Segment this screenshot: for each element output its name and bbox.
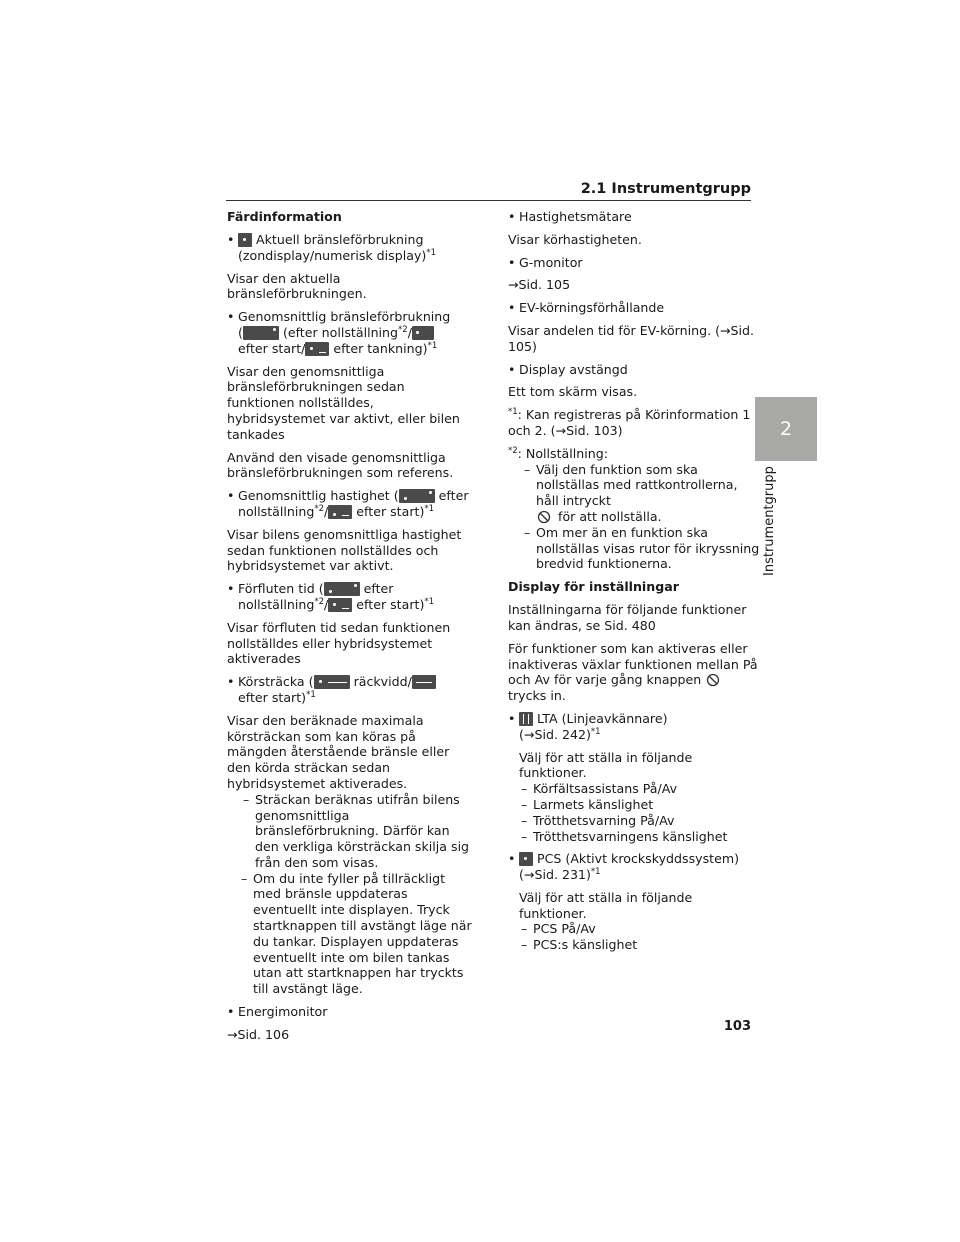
list-item-display-off: • Display avstängd [508,362,763,378]
lta-description: Välj för att ställa in följande funktioner. – Körfältsassistans På/Av – Larmets känslighet – Trötthetsvarning På/Av – Trötthetsvarningens känslighet [519,750,763,845]
paragraph: Visar den aktuella bränsleförbrukningen. [227,270,367,302]
page-reference: →Sid. 106 [227,1026,290,1042]
section-heading-trip-info: Färdinformation [227,209,342,224]
list-item-elapsed-time: • Förfluten tid ( efter nollställning$^{*2}$/ efter start)$^{*1}$ [227,581,472,613]
paragraph: Använd den visade genomsnittliga bränsleförbrukningen som referens. [227,449,454,481]
paragraph: Inställningarna för följande funktioner kan ändras, se Sid. 480 [508,602,747,633]
reset-step-1: – Välj den funktion som ska nollställas med rattkontrollerna, håll intryckt för att nollställa. [524,462,763,525]
page-number: 103 [723,1019,751,1034]
avg-fuel-reset-icon [243,326,279,340]
page-reference: →Sid. 105 [508,277,571,293]
footnote-1: $^{*1}$: Kan registreras på Körinformation 1 och 2. (→Sid. 103) [508,407,751,438]
list-item-energy-monitor: • Energimonitor [227,1004,472,1020]
pcs-description: Välj för att ställa in följande funktioner. – PCS På/Av – PCS:s känslighet [519,890,763,953]
steering-button-icon [536,510,554,524]
range-note-2: – Om du inte fyller på tillräckligt med bränsle uppdateras eventuellt inte displayen. Tryck startknappen till avstängt läge när du tankar. Displayen uppdateras eventuellt inte om bilen tankas utan att startknappen har tryckts till avstängt läge. [241,871,472,997]
paragraph: Visar andelen tid för EV-körning. (→Sid. 105) [508,322,755,354]
list-item-current-fuel: • Aktuell bränsleförbrukning (zondisplay/numerisk display)$^{*1}$ [227,232,472,264]
section-heading-settings-display: Display för inställningar [508,579,679,595]
header-title: 2.1 Instrumentgrupp [580,181,751,197]
paragraph: Visar körhastigheten. [508,231,642,247]
range-icon [314,675,350,689]
left-column [227,209,472,1050]
avg-fuel-start-icon [412,326,434,340]
range-description: Visar den beräknade maximala körsträckan som kan köras på mängden återstående bränsle eller den körda sträckan sedan hybridsystemet aktiverades. – Sträckan beräknas utifrån bilens genomsnittliga bränsleförbrukning. Därför kan den verkliga körsträckan skilja sig från den som visas. – Om du inte fyller på tillräckligt med bränsle uppdateras eventuellt inte displayen. Tryck startknappen till avstängt läge när du tankar. Displayen uppdateras eventuellt inte om bilen tankas utan att startknappen har tryckts till avstängt läge. [227,713,472,997]
lane-tracing-assist-icon [519,712,533,726]
elapsed-time-reset-icon [324,582,360,596]
list-item-pcs: • PCS (Aktivt krockskyddssystem) (→Sid. 231)$^{*1}$ [508,851,763,883]
footnote-2: $^{*2}$: Nollställning: – Välj den funktion som ska nollställas med rattkontrollerna, håll intryckt för att nollställa. – Om mer än en funktion ska nollställas visas rutor för ikryssning bredvid funktionerna. [508,446,763,572]
header-rule [226,200,751,201]
steering-button-icon [705,673,723,687]
stopwatch-icon [328,598,352,612]
list-item-lta: • LTA (Linjeavkännare) (→Sid. 242)$^{*1}$ [508,711,763,743]
list-item-speedometer: • Hastighetsmätare [508,209,763,225]
fuel-drop-icon [238,233,252,247]
reset-step-2: – Om mer än en funktion ska nollställas visas rutor för ikryssning bredvid funktionerna. [524,525,763,572]
chapter-label: Instrumentgrupp [762,466,777,576]
paragraph: Visar den genomsnittliga bränsleförbrukningen sedan funktionen nollställdes, hybridsystemet var aktivt, eller bilen tankades [227,363,460,442]
list-item-g-monitor: • G-monitor [508,255,763,271]
list-item-average-fuel: • Genomsnittlig bränsleförbrukning ( (efter nollställning$^{*2}$/ efter start/ efter tankning)$^{*1}$ [227,309,472,356]
list-item-average-speed: • Genomsnittlig hastighet ( efter nollställning$^{*2}$/ efter start)$^{*1}$ [227,488,472,520]
list-item-ev-ratio: • EV-körningsförhållande [508,300,763,316]
paragraph: Visar bilens genomsnittliga hastighet sedan funktionen nollställdes och hybridsystemet var aktivt. [227,526,462,574]
right-column [508,209,763,960]
paragraph: För funktioner som kan aktiveras eller inaktiveras växlar funktionen mellan På och Av för varje gång knappen trycks in. [508,640,758,704]
paragraph: Ett tom skärm visas. [508,384,638,400]
pre-collision-icon [519,852,533,866]
distance-start-icon [412,675,436,689]
paragraph: Visar förfluten tid sedan funktionen nollställdes eller hybridsystemet aktiverades [227,619,451,667]
range-note-1: – Sträckan beräknas utifrån bilens genomsnittliga bränsleförbrukning. Därför kan den verkliga körsträckan skilja sig från den som visas. [243,792,472,871]
chapter-tab: 2 [755,397,817,461]
avg-speed-start-icon [328,505,352,519]
avg-fuel-refuel-icon [305,342,329,356]
list-item-range: • Körsträcka ( räckvidd/ efter start)$^{*1}$ [227,674,472,706]
avg-speed-reset-icon [399,489,435,503]
